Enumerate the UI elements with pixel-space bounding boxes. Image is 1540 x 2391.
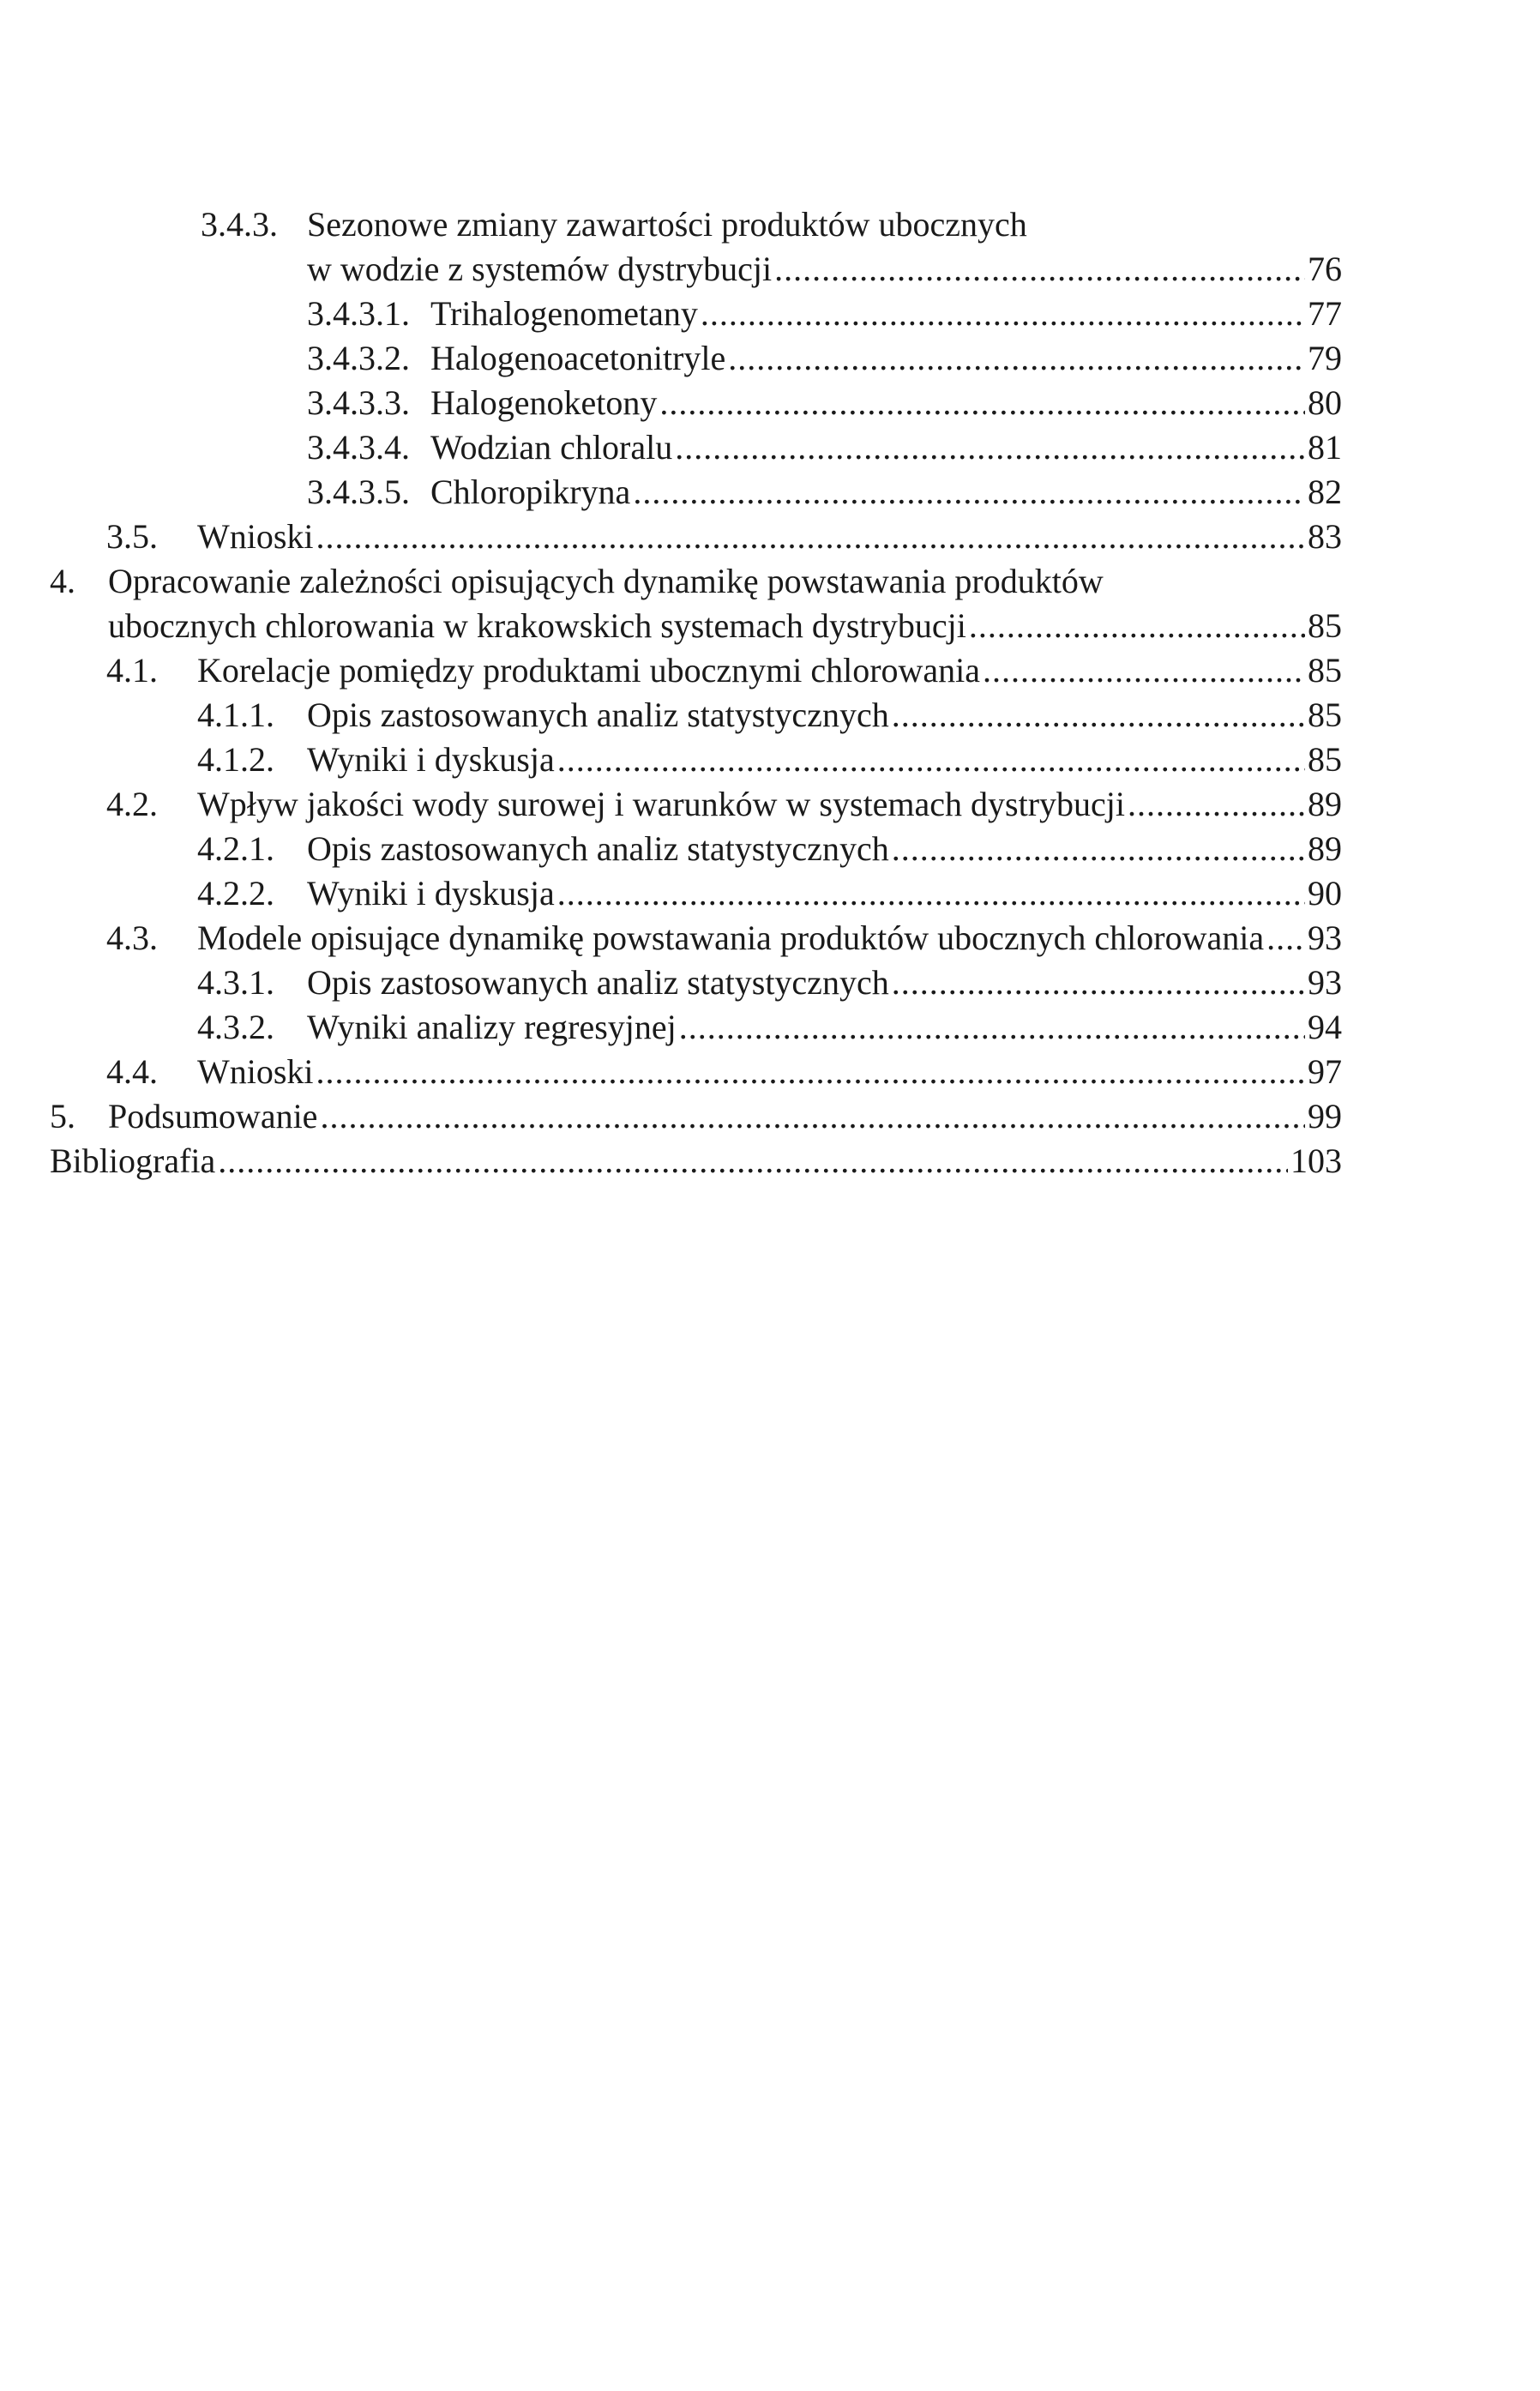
dot-leader [892, 827, 1305, 871]
dot-leader [969, 604, 1305, 648]
toc-title: ubocznych chlorowania w krakowskich systemach dystrybucji [108, 606, 966, 645]
toc-entry[interactable] [430, 470, 1342, 515]
toc-title: Opracowanie zależności opisujących dynamikę powstawania produktów [108, 562, 1104, 600]
dot-leader [892, 961, 1305, 1005]
toc-line [50, 827, 1342, 871]
toc-title: Opis zastosowanych analiz statystycznych [307, 963, 889, 1002]
toc-entry[interactable] [307, 247, 1342, 292]
toc-entry[interactable] [307, 871, 1342, 916]
toc-number: 3.4.3.1. [307, 294, 410, 333]
toc-page-number: 103 [1290, 1141, 1342, 1180]
table-of-contents [50, 202, 1342, 1183]
toc-entry[interactable] [307, 827, 1342, 871]
toc-line [50, 425, 1342, 470]
toc-number: 4.1. [106, 651, 158, 690]
toc-page-number: 85 [1308, 740, 1342, 779]
toc-line [50, 1139, 1342, 1183]
toc-page-number: 85 [1308, 606, 1342, 645]
dot-leader [774, 247, 1305, 292]
toc-title: Korelacje pomiędzy produktami ubocznymi chlorowania [197, 651, 981, 690]
toc-line [50, 559, 1342, 604]
toc-title: Podsumowanie [108, 1097, 318, 1135]
dot-leader [218, 1139, 1288, 1183]
dot-leader [679, 1005, 1305, 1050]
toc-title: Chloropikryna [430, 473, 631, 511]
toc-entry[interactable] [307, 202, 1342, 247]
dot-leader [659, 381, 1305, 425]
toc-title: Wyniki i dyskusja [307, 874, 555, 912]
toc-entry[interactable] [307, 693, 1342, 738]
toc-number: 3.4.3. [201, 205, 278, 244]
toc-page-number: 90 [1308, 874, 1342, 912]
toc-page-number: 80 [1308, 383, 1342, 422]
toc-page-number: 81 [1308, 428, 1342, 467]
toc-line [50, 648, 1342, 693]
toc-page-number: 89 [1308, 829, 1342, 868]
toc-line [50, 1050, 1342, 1094]
toc-entry[interactable] [307, 738, 1342, 782]
toc-title: w wodzie z systemów dystrybucji [307, 250, 773, 288]
toc-line [50, 871, 1342, 916]
toc-line [50, 336, 1342, 381]
toc-line [50, 738, 1342, 782]
toc-page-number: 79 [1308, 339, 1342, 377]
dot-leader [728, 336, 1305, 381]
dot-leader [892, 693, 1305, 738]
toc-line [50, 202, 1342, 247]
dot-leader [557, 738, 1305, 782]
toc-entry[interactable] [50, 1139, 1342, 1183]
toc-title: Wyniki analizy regresyjnej [307, 1008, 677, 1046]
toc-number: 4.4. [106, 1052, 158, 1091]
toc-entry[interactable] [307, 1005, 1342, 1050]
toc-line [50, 515, 1342, 559]
toc-entry[interactable] [430, 381, 1342, 425]
toc-number: 4. [50, 562, 75, 600]
toc-page-number: 83 [1308, 517, 1342, 556]
toc-title: Halogenoacetonitryle [430, 339, 726, 377]
toc-page-number: 85 [1308, 696, 1342, 734]
toc-number: 4.2.2. [197, 874, 274, 912]
toc-line [50, 916, 1342, 961]
toc-entry[interactable] [430, 425, 1342, 470]
toc-line [50, 693, 1342, 738]
toc-page-number: 85 [1308, 651, 1342, 690]
toc-title: Opis zastosowanych analiz statystycznych [307, 829, 889, 868]
dot-leader [1128, 782, 1305, 827]
toc-line [50, 292, 1342, 336]
toc-title: Modele opisujące dynamikę powstawania produktów ubocznych chlorowania [197, 918, 1265, 957]
toc-page-number: 94 [1308, 1008, 1342, 1046]
toc-line [50, 247, 1342, 292]
toc-title: Wodzian chloralu [430, 428, 673, 467]
toc-page-number: 89 [1308, 785, 1342, 823]
toc-title: Wyniki i dyskusja [307, 740, 555, 779]
toc-number: 4.1.1. [197, 696, 274, 734]
toc-number: 3.5. [106, 517, 158, 556]
toc-entry[interactable] [108, 604, 1342, 648]
toc-entry[interactable] [197, 1050, 1342, 1094]
toc-number: 3.4.3.4. [307, 428, 410, 467]
toc-number: 4.3. [106, 918, 158, 957]
toc-number: 3.4.3.5. [307, 473, 410, 511]
toc-entry[interactable] [430, 292, 1342, 336]
dot-leader [557, 871, 1305, 916]
toc-entry[interactable] [197, 515, 1342, 559]
dot-leader [1266, 916, 1305, 961]
dot-leader [701, 292, 1305, 336]
toc-title: Sezonowe zmiany zawartości produktów ubocznych [307, 205, 1027, 244]
toc-entry[interactable] [108, 1094, 1342, 1139]
toc-entry[interactable] [430, 336, 1342, 381]
toc-number: 3.4.3.2. [307, 339, 410, 377]
toc-title: Bibliografia [50, 1141, 216, 1180]
toc-title: Wnioski [197, 517, 314, 556]
toc-title: Opis zastosowanych analiz statystycznych [307, 696, 889, 734]
toc-number: 4.3.1. [197, 963, 274, 1002]
toc-page-number: 82 [1308, 473, 1342, 511]
dot-leader [316, 515, 1305, 559]
toc-entry[interactable] [197, 648, 1342, 693]
toc-title: Wnioski [197, 1052, 314, 1091]
toc-page-number: 97 [1308, 1052, 1342, 1091]
toc-number: 4.1.2. [197, 740, 274, 779]
toc-number: 4.2.1. [197, 829, 274, 868]
toc-entry[interactable] [307, 961, 1342, 1005]
toc-line [50, 961, 1342, 1005]
toc-number: 4.2. [106, 785, 158, 823]
dot-leader [320, 1094, 1305, 1139]
toc-entry[interactable] [197, 916, 1342, 961]
toc-line [50, 1094, 1342, 1139]
toc-page-number: 93 [1308, 963, 1342, 1002]
toc-line [50, 470, 1342, 515]
toc-line [50, 1005, 1342, 1050]
toc-page-number: 93 [1308, 918, 1342, 957]
toc-number: 3.4.3.3. [307, 383, 410, 422]
toc-page-number: 99 [1308, 1097, 1342, 1135]
toc-title: Halogenoketony [430, 383, 658, 422]
dot-leader [983, 648, 1305, 693]
toc-line [50, 381, 1342, 425]
toc-line [50, 604, 1342, 648]
toc-number: 4.3.2. [197, 1008, 274, 1046]
toc-entry[interactable] [108, 559, 1342, 604]
toc-title: Trihalogenometany [430, 294, 698, 333]
dot-leader [633, 470, 1305, 515]
dot-leader [675, 425, 1305, 470]
toc-title: Wpływ jakości wody surowej i warunków w systemach dystrybucji [197, 785, 1126, 823]
toc-line [50, 782, 1342, 827]
toc-entry[interactable] [197, 782, 1342, 827]
toc-page-number: 77 [1308, 294, 1342, 333]
dot-leader [316, 1050, 1305, 1094]
toc-page-number: 76 [1308, 250, 1342, 288]
toc-number: 5. [50, 1097, 75, 1135]
